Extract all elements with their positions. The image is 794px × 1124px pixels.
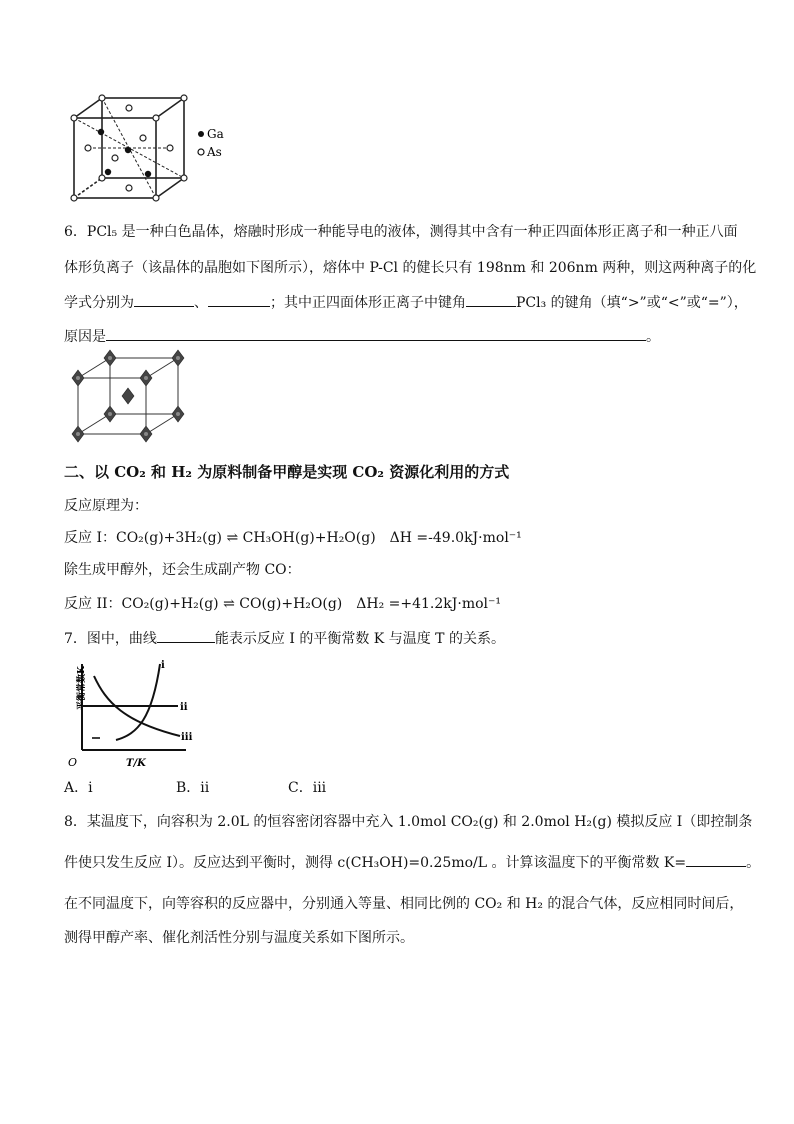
series-iii-label: iii [181, 732, 193, 743]
q6-line3-d: PCl₃ 的键角（填“>”或“<”或“=”）， [516, 295, 748, 311]
q6-line4 [64, 326, 660, 347]
q8-blank[interactable] [686, 852, 746, 867]
q6-line3-c: ；其中正四面体形正离子中键角 [270, 295, 466, 311]
x-axis-label: T/K [126, 758, 146, 769]
q6-line4-a: 原因是 [64, 329, 106, 345]
section2-heading: 二、以 CO₂ 和 H₂ 为原料制备甲醇是实现 CO₂ 资源化利用的方式 [64, 463, 510, 481]
q6-blank-4[interactable] [106, 326, 646, 341]
y-axis-label: 平衡常数K [77, 666, 87, 710]
q6-blank-3[interactable] [466, 292, 516, 307]
q6-line2: 体形负离子（该晶体的晶胞如下图所示），熔体中 P-Cl 的健长只有 198nm 和 206nm 两种，则这两种离子的化 [64, 260, 757, 276]
q7-blank[interactable] [157, 628, 215, 643]
option-b[interactable]: B．ii [176, 780, 210, 796]
reaction-1: 反应 I：CO₂(g)+3H₂(g) ⇌ CH₃OH(g)+H₂O(g) ΔH =-49.0kJ·mol⁻¹ [64, 530, 522, 546]
q6-line3-a: 学式分别为 [64, 295, 134, 311]
ga-legend-label: Ga [207, 127, 224, 141]
ga-legend-marker [198, 131, 204, 137]
q8-line1: 8．某温度下，向容积为 2.0L 的恒容密闭容器中充入 1.0mol CO₂(g) 和 2.0mol H₂(g) 模拟反应 I（即控制条 [64, 814, 753, 830]
q7-stem-b: 能表示反应 I 的平衡常数 K 与温度 T 的关系。 [214, 631, 505, 647]
q6-blank-1[interactable] [134, 292, 194, 307]
series-ii-label: ii [180, 702, 188, 713]
principle-label: 反应原理为： [64, 498, 148, 514]
q6-line3 [64, 292, 748, 313]
option-c[interactable]: C．iii [288, 780, 327, 796]
option-a[interactable]: A．i [64, 780, 93, 796]
q8-line3: 在不同温度下，向等容积的反应器中，分别通入等量、相同比例的 CO₂ 和 H₂ 的混合气体，反应相同时间后， [64, 896, 744, 912]
origin-label: O [68, 756, 78, 769]
gaas-unit-cell-figure [68, 92, 224, 202]
reaction-2: 反应 II：CO₂(g)+H₂(g) ⇌ CO(g)+H₂O(g) ΔH₂ =+41.2kJ·mol⁻¹ [64, 596, 502, 612]
q7-stem [64, 628, 505, 649]
q8-line2 [64, 852, 760, 873]
pcl5-crystal-figure [66, 350, 194, 442]
q6-blank-2[interactable] [208, 292, 270, 307]
q6-line1: 6．PCl₅ 是一种白色晶体，熔融时形成一种能导电的液体，测得其中含有一种正四面体形正离子和一种正八面 [64, 224, 738, 240]
k-vs-t-chart [60, 658, 200, 770]
q6-line3-b: 、 [194, 295, 208, 311]
q6-line4-b: 。 [646, 329, 660, 345]
q8-line2-b: 。 [746, 855, 761, 871]
as-legend-label: As [207, 145, 222, 159]
series-i-label: i [161, 660, 165, 671]
q8-line4: 测得甲醇产率、催化剂活性分别与温度关系如下图所示。 [64, 930, 414, 946]
q7-stem-a: 7．图中，曲线 [64, 631, 157, 647]
as-legend-marker [198, 149, 204, 155]
q8-line2-a: 件使只发生反应 I）。反应达到平衡时，测得 c(CH₃OH)=0.25mo/L 。计算该温度下的平衡常数 K= [64, 855, 687, 871]
byproduct-text: 除生成甲醇外，还会生成副产物 CO： [64, 562, 301, 578]
q7-options [64, 778, 326, 798]
